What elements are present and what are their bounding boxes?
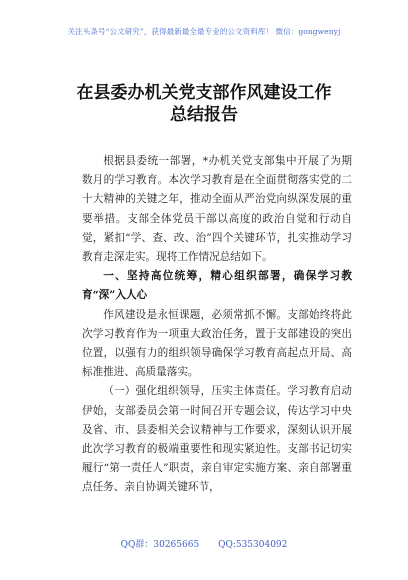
header-banner: 关注头条号“公文研究”，获得最新最全最专业的公文资料库！ 微信：gongwenyj bbox=[67, 27, 341, 36]
document-body bbox=[82, 152, 352, 498]
section-heading-1: 一、坚持高位统筹，精心组织部署，确保学习教育“深”入人心 bbox=[82, 270, 352, 302]
footer-qq: QQ:535304092 bbox=[218, 540, 288, 550]
section-paragraph-1: 作风建设是永恒课题，必须常抓不懈。支部始终将此次学习教育作为一项重大政治任务，置于支部建设的突出位置，以强有力的组织领导确保学习教育高起点开局、高标准推进、高质量落实。 bbox=[82, 308, 352, 379]
intro-paragraph: 根据县委统一部署，*办机关党支部集中开展了为期数月的学习教育。本次学习教育是在全面贯彻落实党的二十大精神的关键之年，推动全面从严治党向纵深发展的重要举措。支部全体党员干部以高度的政治自觉和行动自觉，紧扣“学、查、改、治”四个关键环节，扎实推动学习教育走深走实。现将工作情况总结如下。 bbox=[82, 155, 352, 264]
subsection-paragraph-1: （一）强化组织领导，压实主体责任。学习教育启动伊始，支部委员会第一时间召开专题会议，传达学习中央及省、市、县委相关会议精神与工作要求，深刻认识开展此次学习教育的极端重要性和现实紧迫性。支部书记切实履行“第一责任人”职责，亲自审定实施方案、亲自部署重点任务、亲自协调关键环节， bbox=[82, 385, 352, 494]
title-line-2: 总结报告 bbox=[170, 105, 238, 125]
footer-contact bbox=[0, 537, 408, 550]
document-title bbox=[0, 82, 408, 126]
title-line-1: 在县委办机关党支部作风建设工作 bbox=[76, 83, 332, 103]
footer-qq-group: QQ群：30265665 bbox=[120, 540, 200, 550]
